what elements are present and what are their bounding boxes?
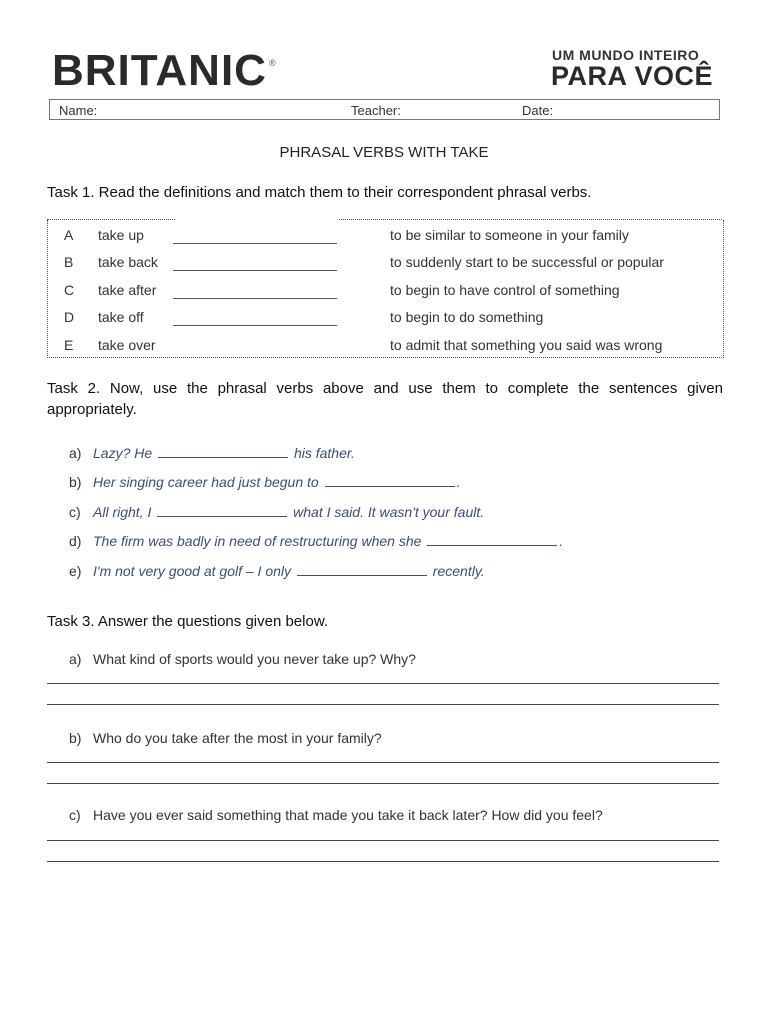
answer-blank[interactable] xyxy=(173,325,337,326)
matching-row xyxy=(0,309,768,336)
sentence-item xyxy=(69,445,355,461)
phrasal-verb: take after xyxy=(98,282,157,298)
sentence-end: what I said. It wasn't your fault. xyxy=(293,504,485,520)
matching-row xyxy=(0,282,768,309)
fill-blank[interactable] xyxy=(427,533,557,546)
question-label: b) xyxy=(69,730,82,746)
answer-blank[interactable] xyxy=(173,243,337,244)
definition: to admit that something you said was wrong xyxy=(390,337,663,353)
question-item xyxy=(69,730,382,746)
definition: to suddenly start to be successful or popular xyxy=(390,254,664,270)
definition: to begin to have control of something xyxy=(390,282,620,298)
worksheet-title: PHRASAL VERBS WITH TAKE xyxy=(279,144,489,161)
teacher-label: Teacher: xyxy=(351,103,401,118)
sentence-end: his father. xyxy=(293,445,355,461)
sentence-start: Her singing career had just begun to xyxy=(93,474,319,490)
matching-row xyxy=(0,227,768,254)
phrasal-verb: take over xyxy=(98,337,156,353)
definition: to be similar to someone in your family xyxy=(390,227,629,243)
sentence-item xyxy=(69,563,485,579)
answer-line[interactable] xyxy=(47,762,719,763)
row-letter: C xyxy=(64,282,75,298)
phrasal-verb: take off xyxy=(98,309,144,325)
question-text: Have you ever said something that made you take it back later? How did you feel? xyxy=(93,807,603,823)
question-text: What kind of sports would you never take up? Why? xyxy=(93,651,416,667)
date-label: Date: xyxy=(522,103,554,118)
question-item xyxy=(69,807,603,823)
britanic-logo: BRITANIC ® xyxy=(52,46,277,95)
phrasal-verb: take back xyxy=(98,254,158,270)
task2-heading: Task 2. Now, use the phrasal verbs above and use them to complete the sentences given appropriately. xyxy=(47,380,723,418)
row-letter: E xyxy=(64,337,74,353)
answer-line[interactable] xyxy=(47,704,719,705)
phrasal-verb: take up xyxy=(98,227,144,243)
sentence-start: I'm not very good at golf – I only xyxy=(93,563,292,579)
answer-blank[interactable] xyxy=(173,270,337,271)
task1-heading: Task 1. Read the definitions and match them to their correspondent phrasal verbs. xyxy=(47,184,592,201)
slogan-line-1: UM MUNDO INTEIRO xyxy=(552,47,700,63)
slogan-line-2: PARA VOCÊ xyxy=(551,61,714,91)
definition: to begin to do something xyxy=(390,309,544,325)
item-label: c) xyxy=(69,504,81,520)
matching-row xyxy=(0,254,768,281)
answer-line[interactable] xyxy=(47,783,719,784)
item-label: d) xyxy=(69,533,82,549)
sentence-item xyxy=(69,533,563,549)
answer-line[interactable] xyxy=(47,683,719,684)
row-letter: D xyxy=(64,309,75,325)
sentence-start: The firm was badly in need of restructuring when she xyxy=(93,533,422,549)
student-info-box xyxy=(49,99,720,120)
row-letter: A xyxy=(64,227,74,243)
fill-blank[interactable] xyxy=(157,504,287,517)
sentence-start: All right, I xyxy=(93,504,152,520)
row-letter: B xyxy=(64,254,74,270)
item-label: a) xyxy=(69,445,82,461)
question-text: Who do you take after the most in your family? xyxy=(93,730,382,746)
matching-row xyxy=(0,337,768,364)
sentence-start: Lazy? He xyxy=(93,445,153,461)
sentence-item xyxy=(69,504,484,520)
name-label: Name: xyxy=(59,103,98,118)
answer-blank[interactable] xyxy=(173,298,337,299)
answer-line[interactable] xyxy=(47,840,719,841)
task3-heading: Task 3. Answer the questions given below. xyxy=(47,613,329,630)
question-label: a) xyxy=(69,651,82,667)
question-item xyxy=(69,651,416,667)
sentence-end: recently. xyxy=(432,563,485,579)
question-label: c) xyxy=(69,807,81,823)
sentence-item xyxy=(69,474,460,490)
fill-blank[interactable] xyxy=(297,563,427,576)
item-label: b) xyxy=(69,474,82,490)
item-label: e) xyxy=(69,563,82,579)
fill-blank[interactable] xyxy=(158,445,288,458)
sentence-end: . xyxy=(456,474,461,490)
answer-line[interactable] xyxy=(47,861,719,862)
fill-blank[interactable] xyxy=(325,474,455,487)
sentence-end: . xyxy=(559,533,564,549)
